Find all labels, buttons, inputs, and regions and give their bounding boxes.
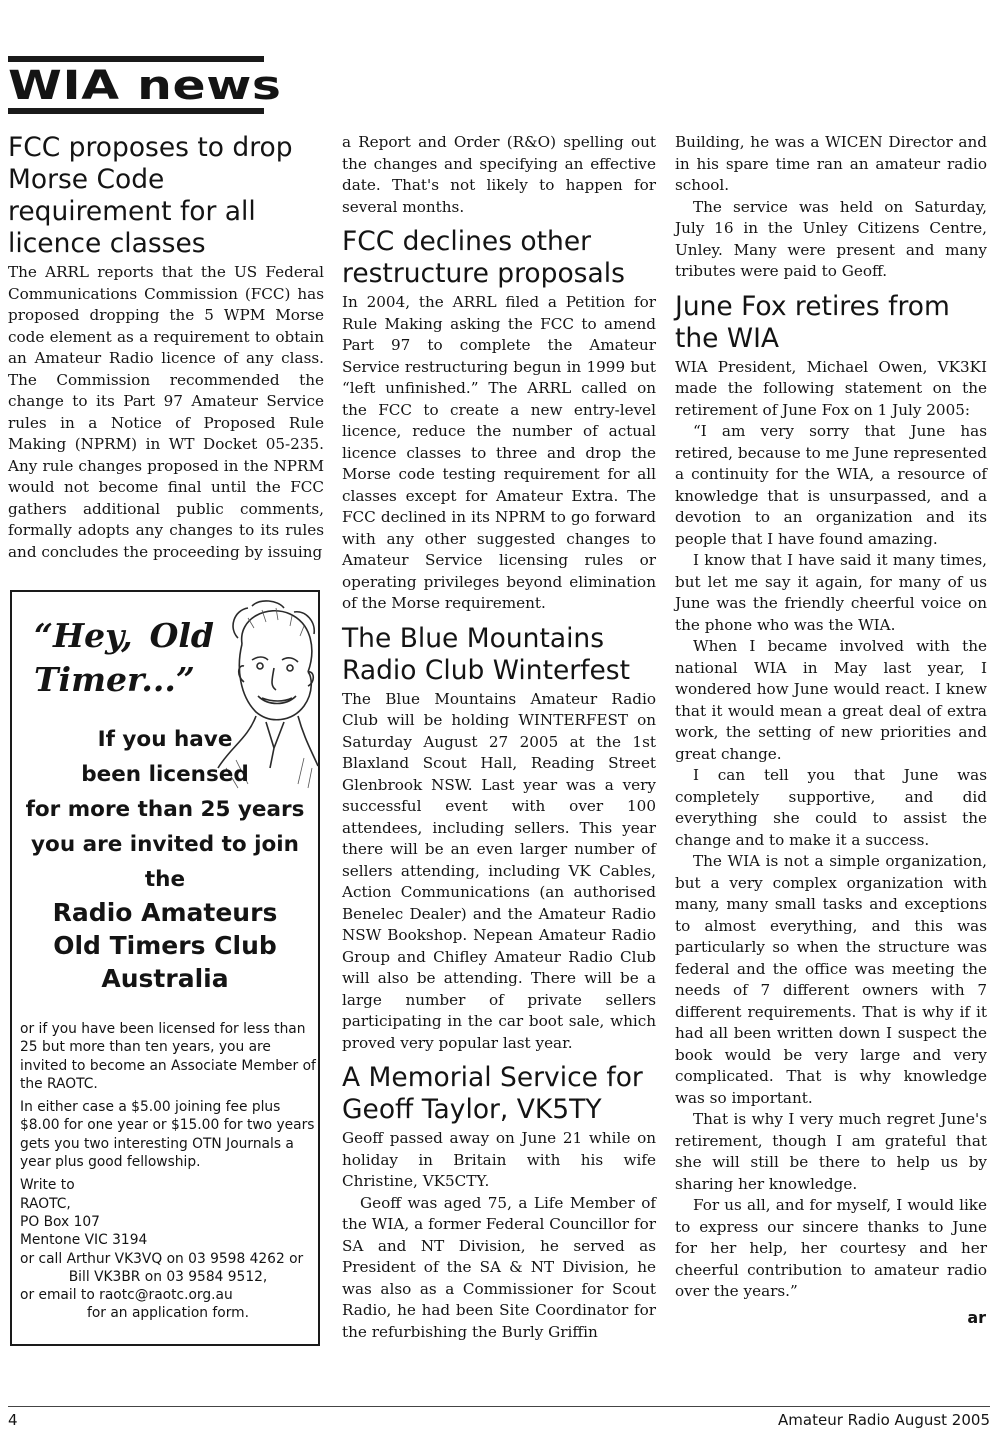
ad-form: for an application form. bbox=[87, 1305, 249, 1322]
june-fox-paragraph-3: I know that I have said it many times, but let me say it again, for many of us June was the friendly cheerful voice on the phone who was the WIA. bbox=[675, 551, 987, 634]
masthead-title: WIA news bbox=[8, 63, 282, 109]
ad-club-line-2: Old Timers Club bbox=[53, 931, 277, 960]
fcc-morse-continued: a Report and Order (R&O) spelling out the changes and specifying an effective date. That's not likely to happen for several months. bbox=[342, 133, 656, 216]
fcc-morse-paragraph: The ARRL reports that the US Federal Communications Commission (FCC) has proposed dropping the 5 WPM Morse code element as a requirement to obtain an Amateur Radio licence of any class. The Commission recommended the change to its Part 97 Amateur Service rules in a Notice of Proposed Rule Making (NPRM) in WT Docket 05-235. Any rule changes proposed in the NPRM would not become final until the FCC gathers additional public comments, formally adopts any changes to its rules and concludes the proceeding by issuing bbox=[8, 263, 324, 561]
heading-fcc-morse: FCC proposes to drop Morse Code requirement for all licence classes bbox=[8, 132, 293, 259]
page-footer bbox=[8, 1406, 990, 1429]
column-3 bbox=[675, 132, 987, 1303]
ad-line-1: If you have bbox=[97, 727, 233, 752]
june-fox-paragraph-5: I can tell you that June was completely supportive, and did everything she could to assist the change and to make it a success. bbox=[675, 766, 987, 849]
ad-club-name bbox=[12, 896, 318, 995]
publication-info: Amateur Radio August 2005 bbox=[778, 1411, 990, 1429]
ad-details bbox=[20, 1020, 316, 1323]
ad-line-3: for more than 25 years bbox=[25, 797, 305, 822]
june-fox-paragraph-1: WIA President, Michael Owen, VK3KI made the following statement on the retirement of June Fox on 1 July 2005: bbox=[675, 357, 987, 419]
memorial-paragraph-2: Geoff was aged 75, a Life Member of the WIA, a former Federal Councillor for SA and NT Division, he served as President of the SA & NT Division, he was also as a Commissioner for Scout Radio, he had been Site Coordinator for the refurbishing the Burly Griffin bbox=[342, 1193, 656, 1341]
fcc-declines-paragraph: In 2004, the ARRL filed a Petition for Rule Making asking the FCC to amend Part 97 to complete the Amateur Service restructuring begun in 1999 but “left unfinished.” The ARRL called on the FCC to create a new entry-level licence, reduce the number of actual licence classes to three and drop the Morse code testing requirement for all classes except for Amateur Extra. The FCC declined in its NPRM to go forward with any other suggested changes to Amateur Service licensing rules or operating privileges beyond elimination of the Morse requirement. bbox=[342, 293, 656, 612]
winterfest-paragraph: The Blue Mountains Amateur Radio Club will be holding WINTERFEST on Saturday August 27 2005 at the 1st Blaxland Scout Hall, Reading Street Glenbrook NSW. Last year was a very successful event with over 100 attendees, including sellers. This year there will be an even larger number of sellers attending, including VK Cables, Action Communications (an authorised Benelec Dealer) and the Amateur Radio NSW Bookshop. Nepean Amateur Radio Group and Chifley Amateur Radio Club will also be attending. There will be a large number of private sellers participating in the car boot sale, which proved very popular last year. bbox=[342, 689, 656, 1052]
ad-club-line-3: Australia bbox=[101, 964, 229, 993]
ad-associate-text: or if you have been licensed for less than 25 but more than ten years, you are invited to become an Associate Member of the RAOTC. bbox=[20, 1021, 316, 1092]
column-1 bbox=[8, 132, 324, 563]
ad-write-to: Write to bbox=[20, 1177, 75, 1194]
ad-call-1: or call Arthur VK3VQ on 03 9598 4262 or bbox=[20, 1250, 304, 1267]
june-fox-paragraph-8: For us all, and for myself, I would like to express our sincere thanks to June for her help, her courtesy and her cheerful contribution to amateur radio over the years.” bbox=[675, 1196, 987, 1300]
heading-memorial: A Memorial Service for Geoff Taylor, VK5TY bbox=[342, 1062, 643, 1125]
heading-fcc-declines: FCC declines other restructure proposals bbox=[342, 226, 625, 289]
ad-address-1: RAOTC, bbox=[20, 1195, 71, 1212]
masthead bbox=[8, 56, 282, 114]
june-fox-paragraph-6: The WIA is not a simple organization, but a very complex organization with many, many small tasks and exceptions to almost everything, and this was particularly so when the structure was federal and the office was meeting the needs of 7 different owners with 7 different requirements. That is why if it had all been written down I suspect the book would be very large and very complicated. That is why knowledge was so important. bbox=[675, 852, 987, 1107]
ad-club-line-1: Radio Amateurs bbox=[52, 898, 278, 927]
heading-winterfest: The Blue Mountains Radio Club Winterfest bbox=[342, 622, 630, 686]
ad-address-3: Mentone VIC 3194 bbox=[20, 1232, 148, 1249]
ad-line-5: the bbox=[144, 867, 186, 892]
raotc-advertisement bbox=[10, 590, 320, 1346]
june-fox-paragraph-7: That is why I very much regret June's retirement, though I am grateful that she will still be there to help us by sharing her knowledge. bbox=[675, 1110, 987, 1193]
june-fox-paragraph-4: When I became involved with the national WIA in May last year, I wondered how June would react. I knew that it would mean a great deal of extra work, the setting of new priorities and great change. bbox=[675, 637, 987, 763]
ad-line-2: been licensed bbox=[81, 762, 249, 787]
heading-june-fox: June Fox retires from the WIA bbox=[675, 290, 950, 354]
memorial-paragraph-1: Geoff passed away on June 21 while on holiday in Britain with his wife Christine, VK5CTY. bbox=[342, 1129, 656, 1190]
ad-address-2: PO Box 107 bbox=[20, 1213, 100, 1230]
ad-email: or email to raotc@raotc.org.au bbox=[20, 1287, 233, 1304]
memorial-paragraph-2-continued: Building, he was a WICEN Director and in his spare time ran an amateur radio school. bbox=[675, 133, 987, 194]
june-fox-paragraph-2: “I am very sorry that June has retired, because to me June represented a continuity for the WIA, a resource of knowledge that is unsurpassed, and a devotion to an organization and its people that I have found amazing. bbox=[675, 422, 987, 548]
column-2 bbox=[342, 132, 656, 1343]
ad-call-2: Bill VK3BR on 03 9584 9512, bbox=[68, 1268, 268, 1285]
memorial-paragraph-3: The service was held on Saturday, July 16 in the Unley Citizens Centre, Unley. Many were present and many tributes were paid to Geoff. bbox=[675, 197, 987, 280]
ad-invitation bbox=[12, 722, 318, 897]
page-number: 4 bbox=[8, 1411, 18, 1429]
ad-quote: “Hey, Old Timer...” bbox=[34, 616, 214, 699]
ad-line-4: you are invited to join bbox=[31, 832, 299, 857]
article-end-mark: ar bbox=[967, 1308, 986, 1327]
ad-fees-text: In either case a $5.00 joining fee plus $8.00 for one year or $15.00 for two years gets you two interesting OTN Journals a year plus good fellowship. bbox=[20, 1099, 315, 1171]
